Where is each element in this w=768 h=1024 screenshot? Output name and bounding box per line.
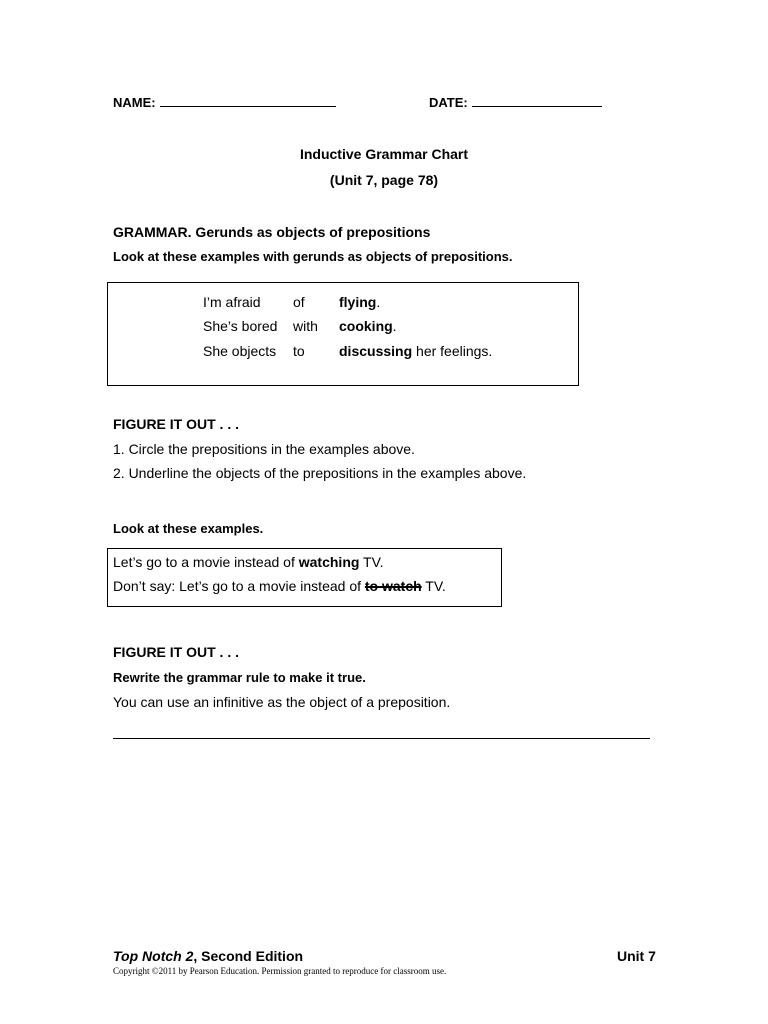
- example-rest: .: [392, 318, 397, 334]
- line1-bold: watching: [298, 554, 360, 570]
- footer-unit: Unit 7: [617, 948, 656, 964]
- footer-book: [113, 948, 303, 964]
- book-title: Top Notch 2: [113, 948, 194, 964]
- example-object: [339, 318, 397, 334]
- example-object: [339, 343, 492, 359]
- example-preposition: with: [293, 318, 318, 334]
- figure-heading-1: FIGURE IT OUT . . .: [113, 416, 239, 432]
- line2-pre: Don’t say: Let’s go to a movie instead of: [113, 578, 365, 594]
- example-rest: .: [376, 294, 381, 310]
- name-field: [113, 94, 336, 110]
- name-blank[interactable]: [160, 94, 336, 107]
- date-field: [429, 94, 602, 110]
- name-label: NAME:: [113, 95, 156, 110]
- figure-heading-2: FIGURE IT OUT . . .: [113, 644, 239, 660]
- comparison-line-1: [113, 554, 384, 570]
- answer-line[interactable]: [113, 738, 650, 739]
- comparison-line-2: [113, 578, 446, 594]
- example-gerund: flying: [339, 294, 377, 310]
- copyright: Copyright ©2011 by Pearson Education. Permission granted to reproduce for classroom use.: [113, 966, 447, 976]
- line2-strike: to watch: [364, 578, 422, 594]
- look-heading: Look at these examples.: [113, 521, 264, 536]
- example-rest: her feelings.: [412, 343, 493, 359]
- book-edition: , Second Edition: [193, 948, 304, 964]
- example-object: [339, 294, 380, 310]
- figure-instruction: Rewrite the grammar rule to make it true.: [113, 670, 366, 685]
- example-subject: She objects: [203, 343, 277, 359]
- example-preposition: to: [293, 343, 305, 359]
- page-title: Inductive Grammar Chart: [299, 146, 469, 162]
- grammar-rule: You can use an infinitive as the object of a preposition.: [113, 694, 451, 710]
- date-label: DATE:: [429, 95, 468, 110]
- line1-pre: Let’s go to a movie instead of: [113, 554, 299, 570]
- grammar-intro: Look at these examples with gerunds as objects of prepositions.: [113, 249, 513, 264]
- figure-item-1: 1. Circle the prepositions in the examples above.: [113, 441, 415, 457]
- page-subtitle: (Unit 7, page 78): [329, 172, 439, 188]
- example-preposition: of: [293, 294, 305, 310]
- example-subject: I’m afraid: [203, 294, 261, 310]
- grammar-heading: GRAMMAR. Gerunds as objects of prepositions: [113, 224, 431, 240]
- example-subject: She’s bored: [203, 318, 278, 334]
- line2-post: TV.: [421, 578, 446, 594]
- line1-post: TV.: [359, 554, 384, 570]
- example-gerund: cooking: [339, 318, 393, 334]
- example-gerund: discussing: [339, 343, 413, 359]
- date-blank[interactable]: [472, 94, 602, 107]
- figure-item-2: 2. Underline the objects of the prepositions in the examples above.: [113, 465, 527, 481]
